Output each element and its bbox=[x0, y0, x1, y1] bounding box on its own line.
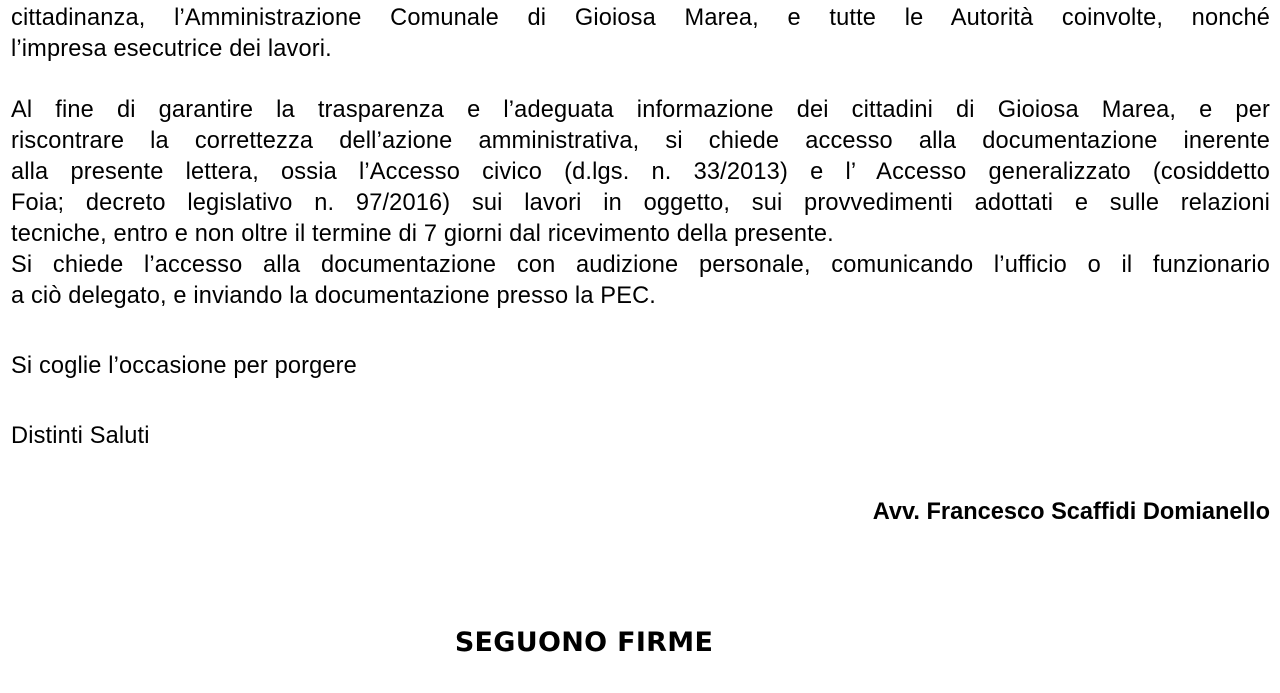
text-line: Distinti Saluti bbox=[11, 423, 150, 449]
text-line: Foia; decreto legislativo n. 97/2016) sui lavori in oggetto, sui provvedimenti adottati e sulle relazioni bbox=[11, 190, 1270, 216]
closing-line bbox=[11, 351, 1270, 382]
paragraph-intro bbox=[11, 3, 1270, 65]
text-line: a ciò delegato, e inviando la documentazione presso la PEC. bbox=[11, 283, 656, 309]
salutation bbox=[11, 421, 1270, 452]
text-line: Al fine di garantire la trasparenza e l’adeguata informazione dei cittadini di Gioiosa Marea, e per bbox=[11, 97, 1270, 123]
text-line: l’impresa esecutrice dei lavori. bbox=[11, 36, 332, 62]
document-body bbox=[11, 3, 1270, 528]
text-line: alla presente lettera, ossia l’Accesso civico (d.lgs. n. 33/2013) e l’ Accesso generalizzato (cosiddetto bbox=[11, 159, 1270, 185]
text-line: tecniche, entro e non oltre il termine di 7 giorni dal ricevimento della presente. bbox=[11, 221, 834, 247]
text-line: Si coglie l’occasione per porgere bbox=[11, 353, 357, 379]
paragraph-access-request bbox=[11, 95, 1270, 312]
text-line: riscontrare la correttezza dell’azione amministrativa, si chiede accesso alla documentazione inerente bbox=[11, 128, 1270, 154]
footer-title: SEGUONO FIRME bbox=[454, 627, 714, 658]
text-line: cittadinanza, l’Amministrazione Comunale di Gioiosa Marea, e tutte le Autorità coinvolte, nonché bbox=[11, 5, 1270, 31]
signature-name: Avv. Francesco Scaffidi Domianello bbox=[872, 499, 1270, 525]
text-line: Si chiede l’accesso alla documentazione con audizione personale, comunicando l’ufficio o il funzionario bbox=[11, 252, 1270, 278]
